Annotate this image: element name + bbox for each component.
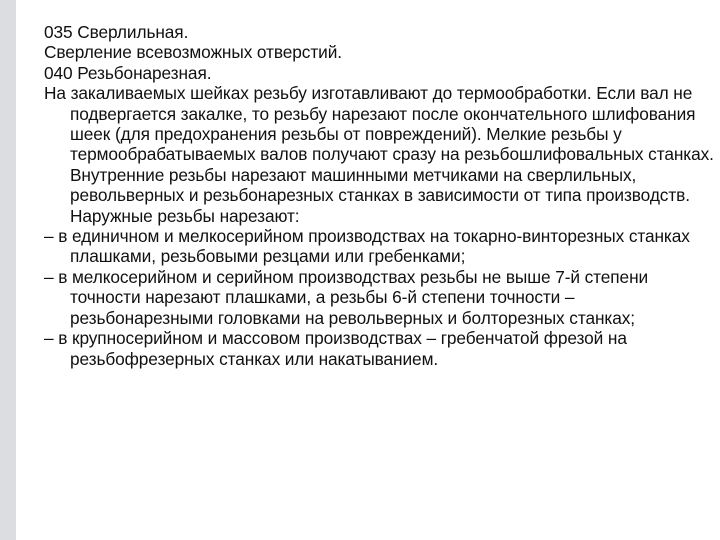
operation-heading-035: 035 Сверлильная. <box>44 22 189 42</box>
list-item-serial-production: – в мелкосерийном и серийном производствах резьбы не выше 7-й степени точности нарезают плашками, а резьбы 6-й степени точности – резьбонарезными головками на револьверных и болторезных станках; <box>44 266 649 328</box>
slide-text-body <box>44 22 716 369</box>
list-item-mass-production: – в крупносерийном и массовом производствах – гребенчатой фрезой на резьбофрезерных станках или накатыванием. <box>44 328 627 369</box>
operation-description: Сверление всевозможных отверстий. <box>44 42 342 63</box>
list-item-single-production: – в единичном и мелкосерийном производствах на токарно-винторезных станках плашками, резьбовыми резцами или гребенками; <box>44 226 690 267</box>
slide <box>16 0 720 540</box>
thread-cutting-paragraph: На закаливаемых шейках резьбу изготавливают до термообработки. Если вал не подвергается закалке, то резьбу нарезают после окончательного шлифования шеек (для предохранения резьбы от повреждений). Мелкие резьбы у термообрабатываемых валов получают сразу на резьбошлифовальных станках. Внутренние резьбы нарезают машинными метчиками на сверлильных, револьверных и резьбонарезных станках в зависимости от типа производств. Наружные резьбы нарезают: <box>44 83 714 226</box>
operation-heading-040: 040 Резьбонарезная. <box>44 62 212 83</box>
